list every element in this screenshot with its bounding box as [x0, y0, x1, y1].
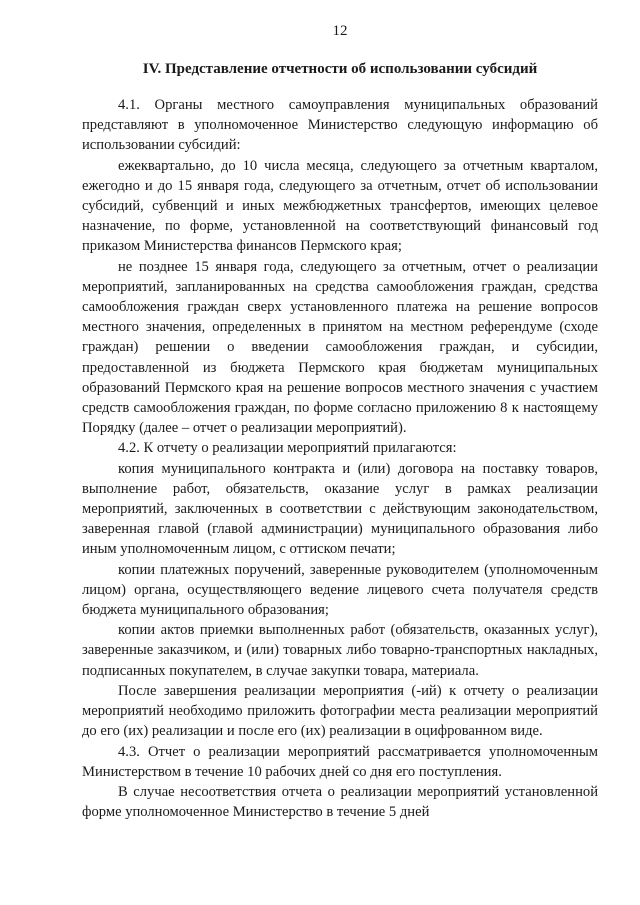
paragraph-4-1: 4.1. Органы местного самоуправления муниципальных образований представляют в уполномоченное Министерство следующую информацию об использовании субсидий: — [82, 97, 598, 154]
paragraph-annual-report: не позднее 15 января года, следующего за отчетным, отчет о реализации мероприятий, запланированных на средства самообложения граждан, средства самообложения граждан сверх установленного платежа на решение вопросов местного значения, определенных в принятом на местном референдуме (сходе граждан) решении о введении самообложения граждан, и субсидии, предоставленной из бюджета Пермского края бюджетам муниципальных образований Пермского края на решение вопросов местного значения с участием средств самообложения граждан, по форме согласно приложению 8 к настоящему Порядку (далее – отчет о реализации мероприятий). — [82, 258, 598, 437]
paragraph-4-3: 4.3. Отчет о реализации мероприятий рассматривается уполномоченным Министерством в течение 10 рабочих дней со дня его поступления. — [82, 743, 598, 780]
paragraph-nonconformity: В случае несоответствия отчета о реализации мероприятий установленной форме уполномоченное Министерство в течение 5 дней — [82, 783, 598, 821]
paragraph-4-2: 4.2. К отчету о реализации мероприятий прилагаются: — [118, 440, 457, 457]
document-body — [82, 95, 598, 822]
paragraph-payment-orders: копии платежных поручений, заверенные руководителем (уполномоченным лицом) органа, осуществляющего ведение лицевого счета получателя средств бюджета муниципального образования; — [82, 561, 598, 619]
section-title: IV. Представление отчетности об использовании субсидий — [142, 61, 538, 77]
paragraph-photographs: После завершения реализации мероприятия (-ий) к отчету о реализации мероприятий необходимо приложить фотографии места реализации мероприятий до его (их) реализации и после его (их) реализации в оцифрованном виде. — [82, 682, 598, 740]
paragraph-acceptance-acts: копии актов приемки выполненных работ (обязательств, оказанных услуг), заверенные заказчиком, и (или) товарных либо товарно-транспортных накладных, подписанных покупателем, в случае закупки товара, материала. — [82, 622, 598, 679]
paragraph-contract-copy: копия муниципального контракта и (или) договора на поставку товаров, выполнение работ, обязательств, оказание услуг в рамках реализации мероприятий, заключенных в соответствии с действующим законодательством, заверенная главой (главой администрации) муниципального образования либо иным уполномоченным лицом, с оттиском печати; — [82, 460, 598, 558]
paragraph-quarterly-report: ежеквартально, до 10 числа месяца, следующего за отчетным кварталом, ежегодно и до 15 января года, следующего за отчетным, отчет об использовании субсидий, субвенций и иных межбюджетных трансфертов, имеющих целевое назначение, по форме, установленной на соответствующий финансовый год приказом Министерства финансов Пермского края; — [82, 157, 598, 255]
page-number: 12 — [332, 23, 348, 39]
